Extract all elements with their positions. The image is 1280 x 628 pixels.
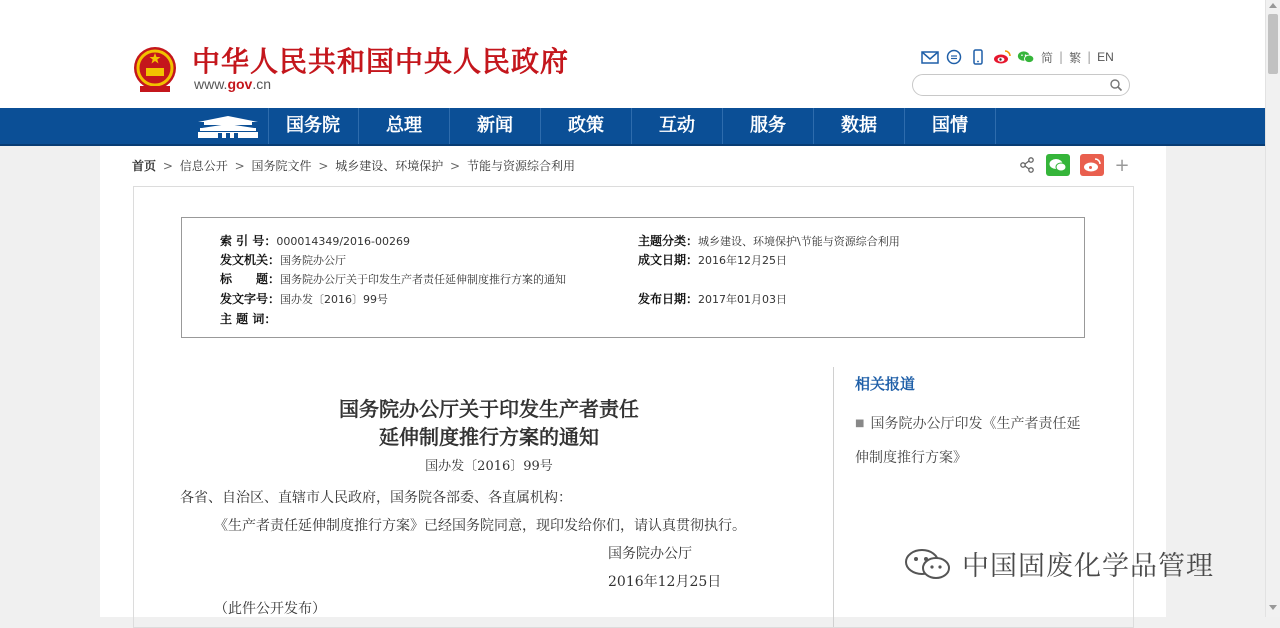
site-url-suffix: .cn xyxy=(252,76,272,92)
site-url xyxy=(194,76,271,92)
nav-home-button[interactable] xyxy=(188,108,269,144)
bullet-icon: ■ xyxy=(855,418,865,429)
tiananmen-icon xyxy=(188,108,268,144)
document-meta-table xyxy=(181,217,1085,338)
meta-created-row xyxy=(638,251,787,268)
site-url-brand: gov xyxy=(227,76,253,92)
article-doc-number: 国办发〔2016〕99号 xyxy=(425,459,553,474)
lang-english-link[interactable]: EN xyxy=(1097,50,1114,64)
meta-created-label: 成文日期： xyxy=(638,253,699,267)
nav-item-data[interactable]: 数据 xyxy=(814,108,905,144)
nav-item-national-info[interactable]: 国情 xyxy=(905,108,996,144)
national-emblem-icon[interactable] xyxy=(132,44,178,94)
breadcrumb-energy-resources[interactable]: 节能与资源综合利用 xyxy=(466,159,575,173)
meta-created-value: 2016年12月25日 xyxy=(698,254,788,267)
share-icon[interactable] xyxy=(1018,156,1036,174)
meta-docno-value: 国办发〔2016〕99号 xyxy=(280,293,389,306)
article-body: 《生产者责任延伸制度推行方案》已经国务院同意，现印发给你们，请认真贯彻执行。 xyxy=(214,518,746,534)
breadcrumb xyxy=(132,157,575,174)
mobile-icon[interactable] xyxy=(969,49,987,65)
meta-issuer-row xyxy=(220,251,346,268)
column-divider xyxy=(833,367,834,627)
meta-index-value: 000014349/2016-00269 xyxy=(276,235,411,248)
watermark xyxy=(902,544,1214,583)
mail-icon[interactable] xyxy=(921,49,939,65)
lang-simplified-link[interactable]: 简 xyxy=(1041,50,1054,65)
breadcrumb-state-council-docs[interactable]: 国务院文件 xyxy=(251,159,312,173)
meta-title-row xyxy=(220,270,566,287)
wechat-share-icon[interactable] xyxy=(1046,154,1070,176)
main-nav xyxy=(0,108,1265,146)
search-input[interactable] xyxy=(912,74,1130,96)
search-icon[interactable] xyxy=(1109,78,1123,92)
article-title-line2: 延伸制度推行方案的通知 xyxy=(379,425,599,449)
nav-item-state-council[interactable]: 国务院 xyxy=(268,108,359,144)
share-bar xyxy=(1018,154,1130,176)
breadcrumb-separator: > xyxy=(450,159,461,173)
breadcrumb-home[interactable]: 首页 xyxy=(132,159,157,173)
related-reports-heading: 相关报道 xyxy=(855,375,916,393)
meta-issuer-label: 发文机关： xyxy=(220,253,281,267)
wechat-watermark-icon xyxy=(902,546,954,582)
scroll-thumb[interactable] xyxy=(1268,14,1278,74)
meta-issuer-value: 国务院办公厅 xyxy=(280,254,347,267)
wechat-icon[interactable] xyxy=(1017,49,1035,65)
article-salutation: 各省、自治区、直辖市人民政府，国务院各部委、各直属机构： xyxy=(180,490,572,506)
site-url-prefix: www. xyxy=(194,76,228,92)
page-scrollbar[interactable] xyxy=(1265,0,1280,617)
nav-item-policy[interactable]: 政策 xyxy=(541,108,632,144)
meta-docno-label: 发文字号： xyxy=(220,292,281,306)
weibo-share-icon[interactable] xyxy=(1080,154,1104,176)
article-title-line1: 国务院办公厅关于印发生产者责任 xyxy=(339,397,639,421)
more-share-button[interactable]: + xyxy=(1114,154,1130,176)
meta-topic-label: 主题分类： xyxy=(638,234,699,248)
meta-index-row xyxy=(220,232,410,249)
meta-keywords-label: 主 题 词： xyxy=(220,312,277,326)
related-report-link[interactable] xyxy=(855,407,1090,475)
weibo-icon[interactable] xyxy=(993,49,1011,65)
meta-docno-row xyxy=(220,290,388,307)
meta-index-label: 索 引 号： xyxy=(220,234,277,248)
meta-keywords-row xyxy=(220,310,276,327)
site-title[interactable]: 中华人民共和国中央人民政府 xyxy=(192,45,570,78)
watermark-text: 中国固废化学品管理 xyxy=(962,551,1214,582)
article-date: 2016年12月25日 xyxy=(608,574,722,590)
site-header xyxy=(0,0,1265,108)
breadcrumb-separator: > xyxy=(318,159,329,173)
nav-item-news[interactable]: 新闻 xyxy=(450,108,541,144)
breadcrumb-separator: > xyxy=(234,159,245,173)
nav-item-interaction[interactable]: 互动 xyxy=(632,108,723,144)
weibo-glyph-icon xyxy=(1080,154,1104,176)
scroll-up-arrow-icon[interactable] xyxy=(1269,3,1277,8)
related-report-text[interactable]: 国务院办公厅印发《生产者责任延伸制度推行方案》 xyxy=(855,416,1081,466)
article-signatory: 国务院办公厅 xyxy=(608,546,692,562)
meta-title-label: 标 题： xyxy=(220,272,281,286)
meta-topic-row xyxy=(638,232,900,249)
article-title xyxy=(194,395,784,451)
meta-topic-value: 城乡建设、环境保护\节能与资源综合利用 xyxy=(698,235,900,248)
header-tools xyxy=(921,47,1114,67)
nav-item-services[interactable]: 服务 xyxy=(723,108,814,144)
lang-traditional-link[interactable]: 繁 xyxy=(1069,50,1082,65)
article-note: （此件公开发布） xyxy=(214,601,326,617)
scroll-down-arrow-icon[interactable] xyxy=(1269,605,1277,610)
lang-separator: | xyxy=(1059,50,1064,64)
lang-separator: | xyxy=(1087,50,1092,64)
breadcrumb-urban-environment[interactable]: 城乡建设、环境保护 xyxy=(335,159,444,173)
breadcrumb-info-disclosure[interactable]: 信息公开 xyxy=(179,159,228,173)
breadcrumb-separator: > xyxy=(162,159,173,173)
nav-items xyxy=(268,108,996,144)
meta-title-value: 国务院办公厅关于印发生产者责任延伸制度推行方案的通知 xyxy=(280,273,567,286)
chat-icon[interactable] xyxy=(945,49,963,65)
meta-published-value: 2017年01月03日 xyxy=(698,293,788,306)
meta-published-label: 发布日期： xyxy=(638,292,699,306)
nav-item-premier[interactable]: 总理 xyxy=(359,108,450,144)
meta-published-row xyxy=(638,290,787,307)
wechat-glyph-icon xyxy=(1046,154,1070,176)
